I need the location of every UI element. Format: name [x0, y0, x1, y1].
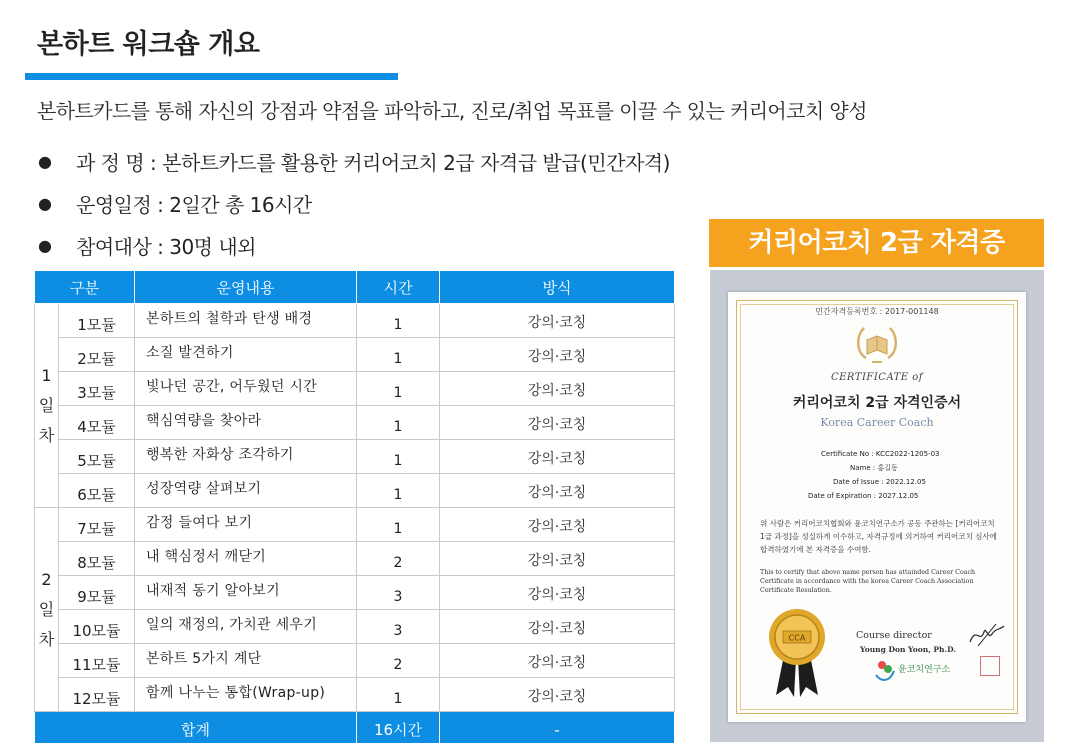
table-row	[35, 440, 675, 474]
module-cell: 10모듈	[59, 610, 135, 644]
table-row	[35, 542, 675, 576]
bullet-icon: ●	[38, 193, 52, 213]
module-cell: 7모듈	[59, 508, 135, 542]
hours-cell: 3	[357, 576, 440, 610]
laurel-book-icon	[852, 322, 902, 368]
registration-number: 민간자격등록번호 : 2017-001148	[815, 307, 939, 316]
method-cell: 강의·코칭	[440, 508, 675, 542]
header-content: 운영내용	[135, 271, 357, 304]
schedule: 운영일정 : 2일간 총 16시간	[76, 192, 312, 217]
hours-cell: 1	[357, 440, 440, 474]
certificate-paper	[728, 292, 1026, 722]
issue-date: Date of Issue : 2022.12.05	[833, 478, 926, 486]
module-cell: 9모듈	[59, 576, 135, 610]
certificate-holder: Name : 홍길동	[850, 464, 898, 472]
module-cell: 5모듈	[59, 440, 135, 474]
method-cell: 강의·코칭	[440, 542, 675, 576]
gold-seal-icon	[766, 607, 828, 697]
module-cell: 1모듈	[59, 304, 135, 338]
method-cell: 강의·코칭	[440, 372, 675, 406]
total-hours: 16시간	[357, 712, 440, 744]
module-cell: 6모듈	[59, 474, 135, 508]
signature-icon	[966, 622, 1006, 648]
method-cell: 강의·코칭	[440, 338, 675, 372]
institute-logo-icon	[874, 657, 954, 683]
total-row	[35, 712, 675, 744]
certificate-body-english: This to certify that above name person has attainded Career Coach Certificate in accordance with the korea Career Coach Association Certificate Resulation.	[760, 569, 976, 594]
content-cell: 행복한 자화상 조각하기	[135, 440, 357, 474]
hours-cell: 1	[357, 338, 440, 372]
content-cell: 소질 발견하기	[135, 338, 357, 372]
hours-cell: 1	[357, 474, 440, 508]
content-cell: 내재적 동기 알아보기	[135, 576, 357, 610]
total-method: -	[440, 712, 675, 744]
content-cell: 빛나던 공간, 어두웠던 시간	[135, 372, 357, 406]
module-cell: 2모듈	[59, 338, 135, 372]
hours-cell: 1	[357, 406, 440, 440]
table-row	[35, 508, 675, 542]
total-label: 합계	[35, 712, 357, 744]
hours-cell: 1	[357, 372, 440, 406]
certificate-script-title: CERTIFICATE of	[830, 372, 923, 383]
content-cell: 성장역량 살펴보기	[135, 474, 357, 508]
module-cell: 11모듈	[59, 644, 135, 678]
table-row	[35, 338, 675, 372]
content-cell: 내 핵심정서 깨닫기	[135, 542, 357, 576]
schedule-table	[34, 270, 675, 744]
table-row	[35, 304, 675, 338]
day-2-label: 2 일 차	[35, 508, 59, 712]
table-row	[35, 474, 675, 508]
table-row	[35, 678, 675, 712]
list-item	[38, 182, 670, 224]
page-title: 본하트 워크숍 개요	[37, 29, 260, 60]
method-cell: 강의·코칭	[440, 610, 675, 644]
logo-text: 윤코치연구소	[898, 665, 951, 675]
header-hours: 시간	[357, 271, 440, 304]
content-cell: 핵심역량을 찾아라	[135, 406, 357, 440]
table-row	[35, 406, 675, 440]
method-cell: 강의·코칭	[440, 440, 675, 474]
content-cell: 본하트의 철학과 탄생 배경	[135, 304, 357, 338]
hours-cell: 1	[357, 304, 440, 338]
table-header-row	[35, 271, 675, 304]
method-cell: 강의·코칭	[440, 644, 675, 678]
module-cell: 12모듈	[59, 678, 135, 712]
director-label: Course director	[856, 630, 932, 641]
expiration-date: Date of Expiration : 2027.12.05	[808, 492, 919, 500]
course-name: 과 정 명 : 본하트카드를 활용한 커리어코치 2급 자격급 발급(민간자격)	[76, 150, 670, 175]
director-name: Young Don Yoon, Ph.D.	[860, 645, 956, 654]
hours-cell: 1	[357, 678, 440, 712]
certificate-number: Certificate No : KCC2022-1205-03	[821, 450, 940, 458]
certificate-title: 커리어코치 2급 자격인증서	[792, 395, 962, 411]
bullet-icon: ●	[38, 235, 52, 255]
certificate-english-title: Korea Career Coach	[820, 416, 934, 429]
header-category: 구분	[35, 271, 135, 304]
method-cell: 강의·코칭	[440, 474, 675, 508]
module-cell: 3모듈	[59, 372, 135, 406]
module-cell: 4모듈	[59, 406, 135, 440]
intro-text: 본하트카드를 통해 자신의 강점과 약점을 파악하고, 진로/취업 목표를 이끌 수 있는 커리어코치 양성	[37, 99, 867, 123]
table-row	[35, 610, 675, 644]
table-row	[35, 576, 675, 610]
method-cell: 강의·코칭	[440, 678, 675, 712]
hours-cell: 3	[357, 610, 440, 644]
hours-cell: 2	[357, 542, 440, 576]
method-cell: 강의·코칭	[440, 406, 675, 440]
stamp-icon	[980, 656, 1000, 676]
hours-cell: 2	[357, 644, 440, 678]
overview-list	[38, 140, 670, 266]
module-cell: 8모듈	[59, 542, 135, 576]
participants: 참여대상 : 30명 내외	[76, 234, 256, 259]
bullet-icon: ●	[38, 151, 52, 171]
table-row	[35, 644, 675, 678]
day-1-label: 1 일 차	[35, 304, 59, 508]
content-cell: 함께 나누는 통합(Wrap-up)	[135, 678, 357, 712]
method-cell: 강의·코칭	[440, 576, 675, 610]
list-item	[38, 224, 670, 266]
certificate-body-korean: 위 사람은 커리어코치협회와 윤코치연구소가 공동 주관하는 [커리어코치 1급 과정]을 성실하게 이수하고, 자격규정에 의거하여 커리어코치 심사에 합격하였기에 본 자격증을 수여함.	[760, 519, 997, 554]
content-cell: 일의 재정의, 가치관 세우기	[135, 610, 357, 644]
content-cell: 본하트 5가지 계단	[135, 644, 357, 678]
seal-text: CCA	[788, 633, 806, 643]
certificate-image	[710, 270, 1044, 742]
header-method: 방식	[440, 271, 675, 304]
hours-cell: 1	[357, 508, 440, 542]
list-item	[38, 140, 670, 182]
table-row	[35, 372, 675, 406]
title-underline	[25, 73, 398, 80]
method-cell: 강의·코칭	[440, 304, 675, 338]
content-cell: 감정 들여다 보기	[135, 508, 357, 542]
certificate-header: 커리어코치 2급 자격증	[709, 219, 1044, 267]
